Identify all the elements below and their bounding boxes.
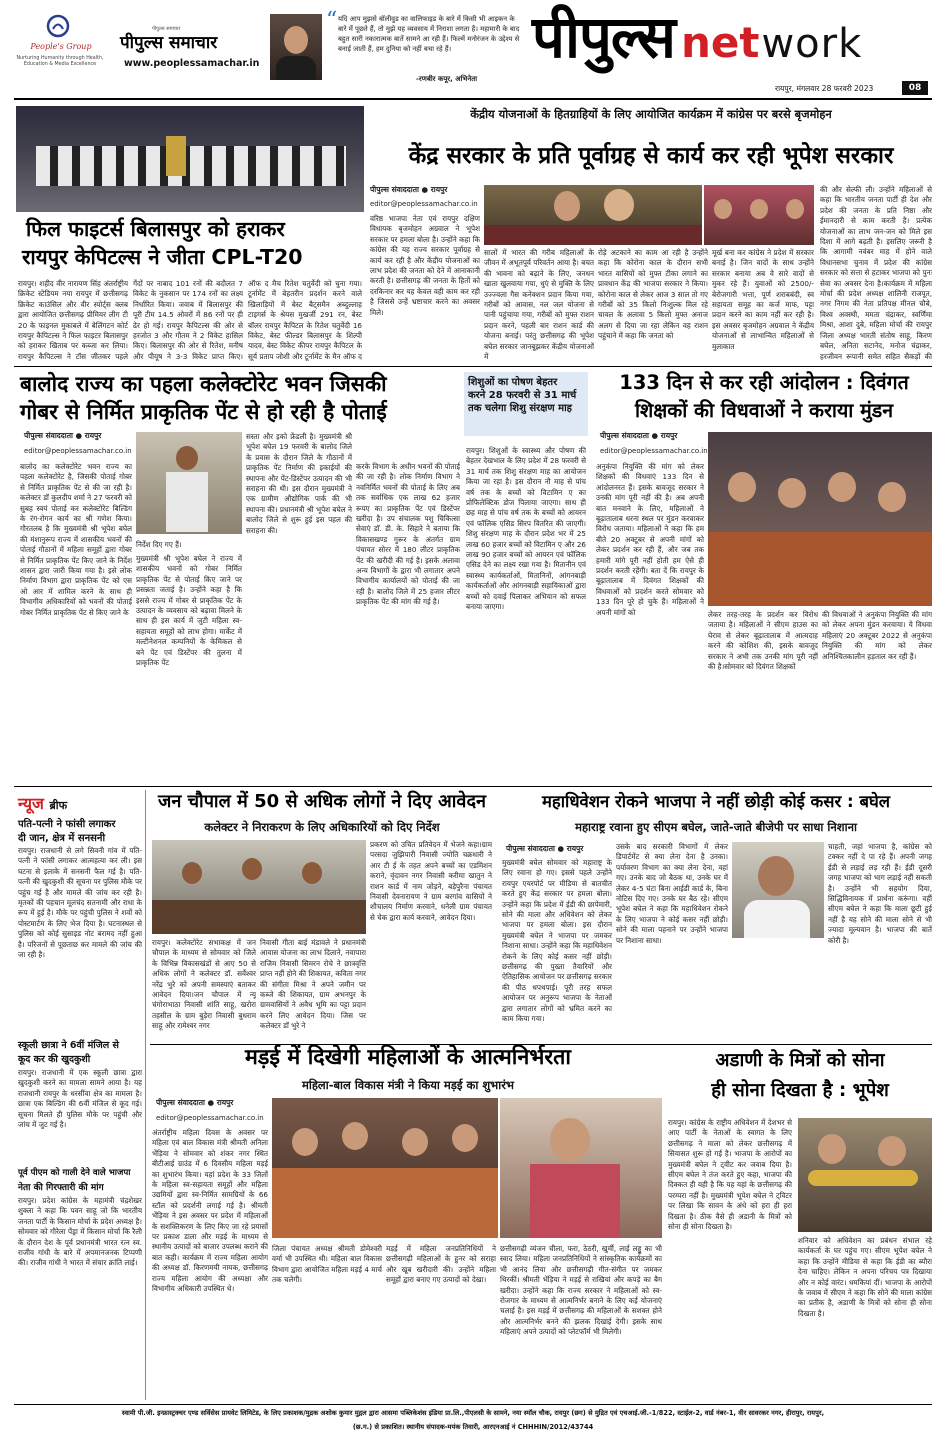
shishu-kicker-box: [464, 372, 588, 436]
chaupal-body-col2: निवासी गीता बाई मंडावले ने प्रधानमंत्री आवास योजना का लाभ दिलाने, नवापारा राजिम निवासी सिमरन रोचे ने छात्रवृत्ति प्राप्त नहीं होने की शिकायत, कविता नगर की संगीता मिश्रा ने अपने जमीन पर कब्जे की शिकायत, ग्राम अभनपुर के ग्रामवासियों ने अवैध भूमि का पट्टा प्रदान करने लिए आवेदन दिया। जिस पर कलेक्टर डॉ भुरे ने: [260, 938, 366, 1031]
balod-body-col3b: मुख्यमंत्री श्री भूपेश बघेल ने राज्य में शासकीय भवनों को गोबर निर्मित प्राकृतिक पेंट से पोताई किए जाने पर प्रसन्नता जताई है। उन्होंने कहा है कि इससे राज्य में गोबर से प्राकृतिक पेंट के उत्पादन के व्यवसाय को बढ़ावा मिलने के साथ ही इस कार्य में जुटी महिला स्व-सहायता समूहों को लाभ होगा। मार्केट में मल्टीनेशनल कम्पनियों के केमिकल से बने पेंट एवं डिस्टेंपर की तुलना में प्राकृतिक पेंट: [136, 554, 242, 668]
widows-body-col1: अनुकंपा नियुक्ति की मांग को लेकर शिक्षकों की विधवाएं 133 दिन से आंदोलनरत हैं। इसके बावजूद सरकार ने उनकी मांग पूरी नहीं की है। अब अपनी बात मनवाने के लिए, महिलाओं ने बूढ़ातालाब धरना स्थल पर मुंडन करवाकर विरोध जताया। महिलाओं ने कहा कि हम बीते 20 अक्टूबर से अपनी मांगों को लेकर प्रदर्शन कर रही हैं, और जब तक हमारी मांगे पूरी नहीं होती हम ऐसे ही प्रदर्शन करती रहेंगी। बता दें कि रायपुर के बूढ़ातालाब में दिवंगत शिक्षकों की विधवाओं को प्रदर्शन करते सोमवार को 133 दिन पूरे हो चुके हैं। महिलाओं ने अपनी मांगों को: [596, 462, 704, 617]
brief2-title-line2: कूद कर की खुदकुशी: [18, 1054, 91, 1065]
news-brief-column: [16, 790, 146, 1400]
widows-byline: पीपुल्स संवाददाता ● रायपुर: [600, 431, 678, 440]
shishu-body: रायपुर। शिशुओं के स्वास्थ्य और पोषण की बेहतर देखभाल के लिए प्रदेश में 28 फरवरी से 31 मार्च तक शिशु संरक्षण माह का आयोजन किया जा रहा है। इस दौरान नौ माह से पांच वर्ष तक के बच्चों को विटामिन ए का प्रोफिलेक्टिक डोज पिलाया जाएगा। साथ ही छह माह से पांच वर्ष तक के बच्चों को आयरन एवं फॉलिक एसिड सिरप वितरित की जाएगी। शिशु संरक्षण माह के दौरान प्रदेश भर में 25 लाख 60 हजार बच्चों को विटामिन ए और 26 लाख 90 हजार बच्चों को आयरन एवं फॉलिक एसिड देने का लक्ष्य रखा गया है। मितानीन एवं स्वास्थ्य कार्यकर्ताओं, मितानिनों, आंगनबाड़ी कार्यकर्ताओं और आंगनबाड़ी सहायिकाओं द्वारा बच्चों को दवाई पिलाकर अभियान को सफल बनाया जाएगा।: [466, 446, 586, 612]
cpl-team-photo: [16, 106, 364, 212]
balod-headline-line2: गोबर से निर्मित प्राकृतिक पेंट से हो रही है पोताई: [20, 400, 387, 424]
madai-women-photo: [500, 1098, 662, 1238]
dateline: रायपुर, मंगलवार 28 फरवरी 2023: [775, 84, 874, 93]
govt-body-col3: सालों में भारत की गरीब महिलाओं के जीवन में अभूतपूर्व परिवर्तन आया है। बचत की भावना को बढ़ाने के लिए, जनधन खाता खुलवाया गया, धुएं से मुक्ति के लिए उज्ज्वला गैस कनेक्शन प्रदान किया गया, गरीबों को आवास, नल जल योजना से पानी पहुंचाया गया, गरीबों को मुफ्त राशन प्रदान करने, पहली बार राशन कार्ड की योजना बनाई। परंतु छत्तीसगढ़ की भूपेश बघेल सरकार जानबूझकर केंद्रीय योजनाओं में: [484, 248, 594, 361]
foundation-name: People's Group: [30, 42, 92, 51]
govt-email: editor@peoplessamachar.co.in: [370, 200, 478, 208]
madai-caption1: जिला पंचायत अध्यक्ष श्रीमती डोमेश्वरी वर्मा भी उपस्थित थी। महिला बाल विकास विभाग द्वारा आयोजित महिला मड़ई 4 मार्च तक चलेगी।: [272, 1244, 382, 1285]
govt-body-col1: वरिष्ठ भाजपा नेता एवं रायपुर दक्षिण विधायक बृजमोहन अग्रवाल ने भूपेश सरकार पर हमला बोला है। उन्होंने कहा कि कांग्रेस की यह राज्य सरकार पूर्वाग्रह से कार्य कर रही है और केंद्रीय योजनाओं का लाभ प्रदेश की जनता को देने में आनाकानी करती है। छत्तीसगढ़ की जनता के हितों को दरकिनार कर यह केवल वही काम कर रही है जिससे उन्हें भ्रष्टाचार करने का अवसर मिले।: [370, 214, 480, 317]
govt-body-col5: मूर्ख बना कर कांग्रेस ने प्रदेश में सरकार बनाई है। जिन वादों के साथ उन्होंने सरकार बनाया अब वे सारे वादों से मुकर रहे हैं। युवाओं को 2500/- बेरोजगारी भत्ता, पूर्ण शराबबंदी, स्व सहायता समूह का कर्ज माफ, पट्टा प्रदान करने का काम नहीं कर रही है। इस अवसर बृजमोहन अग्रवाल ने केंद्रीय योजनाओं से लाभान्वित महिलाओं से मुलाकात: [712, 248, 814, 351]
brief1-title-line2: दी जान, क्षेत्र में सनसनी: [18, 833, 106, 844]
madai-subheadline: महिला-बाल विकास मंत्री ने किया मड़ई का शुभारंभ: [301, 1078, 515, 1092]
brief3-body: रायपुर। प्रदेश कांग्रेस के महामंत्री चंद्रशेखर शुक्ला ने कहा कि पवन साहू जो कि भारतीय जनता पार्टी के किसान मोर्चा के प्रदेश अध्यक्ष है। सोमवार को गौरेला पेंड्रा में किसान मोर्चा कि रैली के दौरान देश के पूर्व प्रधानमंत्री भारत रत्न स्व. राजीव गांधी के बारे में अपमानजनक टिप्पणी की। राजीव गांधी ने भारत में संचार क्रांति लाई।: [18, 1196, 142, 1268]
cpl-body-col2: गेंदों पर नाबाद 101 रनों की बदौलत 7 विकेट के नुकसान पर 174 रनों का लक्ष्य निर्धारित किया। जवाब में बिलासपुर की पूरी टीम 14.5 ओवरों में 86 रनों पर ही ढेर हो गई। रायपुर कैपिटल्स की ओर से हरजोत 3 और गौतम ने 2 विकेट हासिल किए। बिलासपुर की ओर से रितेश, मनीष और पीयूष ने 3-3 विकेट प्राप्त किए।: [133, 279, 243, 361]
chaupal-headline: जन चौपाल में 50 से अधिक लोगों ने दिए आवेदन: [158, 791, 486, 812]
widows-body-col3: की विधवाओं ने अनुकंपा नियुक्ति की मांग को लेकर अपना मुंडन करवाया। ये विधवा महिलाएं 20 अक्टूबर 2022 से अनुकंपा नियुक्ति की मांग को लेकर अनिश्चितकालीन हड़ताल कर रही हैं।: [822, 610, 932, 661]
balod-body-col3: सस्ता और इको फ्रेंडली है। मुख्यमंत्री श्री भूपेश बघेल 19 फरवरी के बालोद जिले के प्रवास के दौरान जिले के गौठानों में प्राकृतिक पेंट निर्माण की इकाईयों की स्थापना और पेंट-डिस्टेंपर उत्पादन की भी सराहना की थी। इस दौरान मुख्यमंत्री ने एक ग्रामीण औद्योगिक पार्क की भी स्थापना की। प्रधानमंत्री श्री भूपेश बघेल ने बालोद जिले से शुरू हुई इस पहल की सराहना की।: [246, 432, 352, 535]
footer-imprint-line1: स्वामी पी.जी. इन्फ्रास्ट्रक्चर एण्ड सर्विसेस प्रायवेट लिमिटेड, के लिए प्रकाशक/मुद्रक अशोक कुमार मुद्गल द्वारा आसमा पब्लिकेशंस इंडिया प्रा.लि.,पीएलसी के सामने, नया स्मॉल चौक, रायपुर (छग) से मुद्रित एवं एचआई.जी.-1/822, स्टाईल-2, वार्ड नंबर-1, वीर सावरकर नगर, हीरापुर, रायपुर,: [121, 1409, 825, 1417]
balod-body-col1: बालोद का कलेक्टोरेट भवन राज्य का पहला कलेक्टोरेट है, जिसकी पोताई गोबर से निर्मित प्राकृतिक पेंट से की जा रही है। कलेक्टर डॉ कुलदीप शर्मा ने 27 फरवरी को सुबह स्वयं पोताई कर कलेक्टोरेट बिल्डिंग के रंग-रोगन कार्य का श्री गणेश किया। गौरतलब है कि मुख्यमंत्री श्री भूपेश बघेल की मंशानुरूप राज्य में शासकीय भवनों की पोताई गौठानों में महिला समूहों द्वारा गोबर से निर्मित प्राकृतिक पेंट किए जाने के निर्देश शासन द्वारा जारी किया गया है। इसे लोक निर्माण विभाग द्वारा प्राकृतिक पेंट को एस ओ आर में शामिल करने के साथ ही विभागीय अधिकारियों को भवनों की पोताई गोबर निर्मित प्राकृतिक पेंट से किए जाने के: [20, 462, 132, 617]
brand-small: [120, 34, 217, 54]
quote-text: यदि आप मुझसे बॉलीवुड का वालिफाइड के बारे में किसी भी आइकन के बारे में पूछते हैं, तो मुझे यह व्यवसाय में निराशा लगता है। महामारी के बाद बहुत सारी नकारात्मक बातें सामने आ रही हैं। फिल्में मनोरंजन के उद्देश्य से बनाई जाती हैं, हम दुनिया को नहीं बचा रहे हैं।: [338, 15, 520, 53]
widows-body-col2: लेकर तरह-तरह के प्रदर्शन कर विरोध जताया है। महिलाओं ने सीएम हाउस का घेराव से लेकर बूढ़ातालाब में आत्मदाह करने की कोशिश की, इसके बावजूद सरकार ने अभी तक उनकी मांग पूरी नहीं की है।सोमवार को दिवंगत शिक्षकों: [708, 610, 818, 672]
quote-box: [326, 8, 520, 84]
foundation-tagline: Nurturing Humanity through Health, Education & Media Excellence: [16, 56, 104, 67]
section-rule-1: [14, 366, 932, 367]
madai-body-col1: अंतर्राष्ट्रीय महिला दिवस के अवसर पर महिला एवं बाल विकास मंत्री श्रीमती अनिला भेंड़िया ने सोमवार को शंकर नगर स्थित बीटीआई ग्राउंड में 6 दिवसीय महिला मड़ई का शुभारंभ किया। यहां प्रदेश के 33 जिलों के महिला स्व-सहायता समूहों और महिला उद्यमियों द्वारा स्व-निर्मित सामग्रियों के 66 स्टॉल को प्रदर्शनी लगाई गई है। श्रीमती भेंड़िया ने इस अवसर पर प्रदेश में महिलाओं के सशक्तिकरण के लिए किए जा रहे प्रयासों पर प्रकाश डाला और मड़ई के माध्यम से स्थानीय उत्पादों को बाजार उपलब्ध कराने की बात कही। कार्यक्रम में राज्य महिला आयोग की अध्यक्ष डॉ. किरणमयी नायक, छत्तीसगढ़ राज्य महिला आयोग की अध्यक्षा और विभागीय अधिकारी उपस्थित थे।: [152, 1128, 268, 1294]
balod-headline-line1: बालोद राज्य का पहला कलेक्टोरेट भवन जिसकी: [20, 372, 387, 396]
baghel-portrait-photo: [732, 842, 824, 938]
footer-rule: [14, 1404, 932, 1405]
mahadhiveshan-body-col1: मुख्यमंत्री बघेल सोमवार को महाराष्ट्र के लिए रवाना हो गए। इससे पहले उन्होंने रायपुर एयरपोर्ट पर मीडिया से बातचीत करते हुए केंद्र सरकार पर हमला बोला। उन्होंने कहा कि प्रदेश में ईडी की छापेमारी, सोने की माला और अधिवेशन को लेकर भाजपा पर हमला बोला। इस दौरान मुख्यमंत्री बघेल ने भाजपा पर जमकर निशाना साधा। उन्होंने कहा कि महाधिवेशन रोकने के लिए कोई कसर नहीं छोड़ी। छत्तीसगढ़ की पुख्ता तैयारियों और ऐतिहासिक आयोजन पर छत्तीसगढ़ सरकार की पीठ थपथपाई। पूरी तरह सफल आयोजन पर अनुरूप भाजपा के नेताओं द्वारा लगातार लोगों को भ्रमित करने का काम किया गया।: [502, 858, 612, 1024]
chaupal-subheadline: कलेक्टर ने निराकरण के लिए अधिकारियों को दिए निर्देश: [204, 820, 440, 834]
shishu-kicker-line3: तक चलेगा शिशु संरक्षण माह: [468, 403, 572, 414]
news-brief-label-news: न्यूज: [18, 794, 44, 813]
widows-headline-line2: शिक्षकों की विधवाओं ने कराया मुंडन: [634, 399, 894, 422]
chaupal-photo: [152, 840, 366, 934]
mahadhiveshan-body-col2: उसके बाद सरकारी विभागों में लेकर डिपार्टमेंट से क्या लेना देना है उनका। पर्यावरण विभाग का क्या लेना देना, वहां गए। उनके बाद जो बैठक था, उनके घर में लेकर 4-5 घंटा बिना आईडी कार्ड के, बिना नोटिस दिए गए। उनके घर बैठ रहे। सीएम भूपेश बघेल ने कहा कि महाधिवेशन रोकने के लिए भाजपा ने कोई कसर नहीं छोड़ी। सोने की माला पहनाने पर उन्होंने भाजपा पर निशाना साधा।: [616, 842, 728, 945]
peoples-group-logo: [14, 12, 104, 92]
widows-email: editor@peoplessamachar.co.in: [600, 447, 708, 455]
cpl-body-col1: रायपुर। शहीद वीर नारायण सिंह अंतर्राष्ट्रीय क्रिकेट स्टेडियम नया रायपुर में छत्तीसगढ़ क्रिकेट काउंसिल और वीर स्पोर्ट्स क्लब द्वारा आयोजित छत्तीसगढ़ प्रीमियर लीग टी 20 के फाइनल मुकाबले में बेलिंगटन कोर्ट रायपुर कैपिटल्स ने फिल फाइटर बिलासपुर को हराकर खिताब पर कब्जा कर लिया।रायपुर कैपिटल्स ने टॉस जीतकर पहले: [18, 279, 128, 361]
brand-small-top: पीपुल्स समाचार: [152, 26, 181, 32]
widows-protest-photo: [708, 432, 932, 606]
paper-title-work: work: [761, 21, 863, 67]
quote-author: -रणबीर कपूर, अभिनेता: [416, 75, 478, 83]
paper-title: [532, 4, 862, 84]
adani-headline-line2: ही सोना दिखता है : भूपेश: [711, 1080, 889, 1101]
adani-body-col1: रायपुर। कांग्रेस के राष्ट्रीय अधिवेशन में देशभर से आए पार्टी के नेताओं के स्वागत के लिए छत्तीसगढ़ ने माला को लेकर छत्तीसगढ़ में सियासत शुरू हो गई है। भाजपा के आरोपों का मुख्यमंत्री बघेल ने ट्वीट कर जवाब दिया है। सीएम बघेल ने तंज करते हुए कहा, भाजपा की दिक्कत ही यही है कि यह यहां के छत्तीसगढ़ की परम्परा नहीं है। मुख्यमंत्री भूपेश बघेल ने ट्विटर पर लिखा कि सावन के अंधे को हरा ही हरा दिखता है। ठीक वैसे ही अडानी के मित्रों को सोना ही सोना दिखता है।: [668, 1118, 792, 1232]
page-number: 08: [902, 81, 928, 95]
brief3-title-line2: नेता की गिरफ्तारी की मांग: [18, 1183, 104, 1193]
adani-garland-photo: [798, 1118, 932, 1232]
madai-byline: पीपुल्स संवाददाता ● रायपुर: [156, 1098, 234, 1107]
brief1-body: रायपुर। राजधानी से लगे सिवनी गांव में पति-पत्नी ने फांसी लगाकर आत्महत्या कर ली। इस घटना से इलाके में सनसनी फैल गई है। पति-पत्नी की खुदकुशी की सूचना पर पुलिस मौके पर पहुंच गई है और मामले की जांच कर रही है। मृतकों की पहचान मूलचंद सतनामी और राधा के रूप में हुई है। मौके पर पहुंची पुलिस ने शवों को पोस्टमार्टम के लिए भेज दिया है। घटनास्थल से पुलिस को कोई सुसाइड नोट बरामद नहीं हुआ है। परिजनों से पूछताछ कर मामले की जांच की जा रही है।: [18, 846, 142, 960]
masthead-rule: [14, 98, 932, 100]
adani-headline-line1: अडाणी के मित्रों को सोना: [715, 1050, 885, 1071]
mahadhiveshan-body-col3: चाहती, जहां भाजपा है, कांग्रेस को टक्कर नहीं दे पा रहे हैं। अपनी जगह ईडी से लड़ाई लड़ रही हैं। ईडी दूसरी जगह भाजपा को भाग लड़ाई नहीं सकती है। उन्होंने भी सहयोग दिया, सिद्धिविनायक में प्रार्थना करूंगा। वहीं सीएम बघेल ने कहा कि माला छूटी हुई नहीं है यह सोने की माला सोने से भी ज्यादा मूल्यवान है। भाजपा की बातें कोरी है।: [828, 842, 932, 945]
brief2-body: रायपुर। राजधानी में एक स्कूली छात्रा द्वारा खुदकुशी करने का मामला सामने आया है। यह राजधानी रायपुर के धरसींवा क्षेत्र का मामला है। छात्रा एक बिल्डिंग की 6वीं मंजिल से कूद गई। सूचना मिलते ही पुलिस मौके पर पहुंची और जांच में जुट गई है।: [18, 1068, 142, 1130]
brief1-title-line1: पति-पत्नी ने फांसी लगाकर: [18, 819, 116, 830]
brief3-title-line1: पूर्व पीएम को गाली देने वाले भाजपा: [18, 1168, 131, 1178]
govt-headline: केंद्र सरकार के प्रति पूर्वाग्रह से कार्य कर रही भूपेश सरकार: [408, 143, 894, 169]
madai-caption2: मड़ई में महिला जनप्रतिनिधियों ने छत्तीसगढ़ी महिलाओं के हुनर को सराहा और खूब खरीदारी की। उन्होंने महिला समूहों द्वारा बनाए गए उत्पादों को देखा।: [386, 1244, 496, 1285]
widows-headline-line1: 133 दिन से कर रही आंदोलन : दिवंगत: [619, 371, 909, 394]
balod-body-col4: करके विभाग के अधीन भवनों की पोताई की जा रही है। लोक निर्माण विभाग ने नवनिर्मित भवनों की पोताई के लिए अब तक सर्वाधिक एक लाख 62 हजार रूपए का प्राकृतिक पेंट एवं डिस्टेंपर खरीदा है। उप संचालक पशु चिकित्सा सेवाएं डॉ. डी. के. सिहारे ने बताया कि विकासखण्ड गुरूर के अंतर्गत ग्राम पंचायत सोरर में 180 लीटर प्राकृतिक पेंट की खरीदी की गई है। इसके अलावा अन्य विभागों के द्वारा भी लगातार अपने विभागीय कार्यालयों को पोताई की जा रही है। बालोद जिले में 25 हजार लीटर प्राकृतिक पेंट की मांग की गई है।: [356, 462, 460, 607]
brand-small-text: पीपुल्स समाचार: [120, 33, 218, 53]
shishu-kicker-line1: शिशुओं का पोषण बेहतर: [468, 377, 558, 388]
cpl-headline-line1: फिल फाइटर्स बिलासपुर को हराकर: [26, 217, 285, 241]
govt-stage-photo: [484, 185, 702, 245]
balod-email: editor@peoplessamachar.co.in: [24, 447, 132, 455]
news-brief-label: [18, 792, 67, 814]
balod-painting-photo: [136, 432, 242, 534]
mahadhiveshan-subheadline: महाराष्ट्र रवाना हुए सीएम बघेल, जाते-जाते बीजेपी पर साधा निशाना: [575, 820, 857, 834]
madai-headline: मड़ई में दिखेगी महिलाओं के आत्मनिर्भरता: [244, 1045, 572, 1070]
cpl-headline-line2: रायपुर केपिटल्स ने जीता CPL-T20: [22, 245, 303, 269]
masthead: [0, 0, 945, 100]
govt-women-photo: [704, 185, 814, 245]
paper-title-net: net: [680, 18, 760, 67]
website: www.peoplessamachar.in: [124, 58, 260, 69]
govt-kicker: केंद्रीय योजनाओं के हितग्राहियों के लिए आयोजित कार्यक्रम में कांग्रेस पर बरसे बृजमोहन: [470, 107, 832, 121]
quote-open-icon: “: [326, 8, 338, 33]
mahadhiveshan-headline: महाधिवेशन रोकने भाजपा ने नहीं छोड़ी कोई कसर : बघेल: [541, 792, 891, 811]
quote-portrait-photo: [270, 14, 322, 80]
govt-byline: पीपुल्स संवाददाता ● रायपुर: [370, 185, 448, 194]
balod-body-col2: निर्देश दिए गए हैं।: [136, 540, 182, 549]
govt-body-col6: की और सेल्फी ली। उन्होंने महिलाओं से कहा कि भारतीय जनता पार्टी ही देश और प्रदेश की जनता के प्रति निष्ठा और ईमानदारी से काम करती है। प्रत्येक योजनाओं का लाभ जन-जन को मिले इस दिशा में आगे बढ़ती है। इसलिए जरूरी है कि आगामी नवंबर माह में होने वाले विधानसभा चुनाव में प्रदेश की कांग्रेस सरकार को सत्ता से हटाकर भाजपा को पुनः सेवा का अवसर देना है।कार्यक्रम में महिला मोर्चा की प्रदेश अध्यक्ष शालिनी राजपूत, नगर निगम की नेता प्रतिपक्ष मीनल चौबे, विश्व अवस्थी, ममता चंद्राकर, स्वर्णिमा मिश्रा, आशा दुबे, महिला मोर्चा की रायपुर जिला अध्यक्ष भारती संतोष साहू, किरण बघेल, अनिता सटानेद, मनोज चंद्राकर, हरजीवन रूपानी समेत सहित सैकड़ों की: [820, 185, 932, 361]
shishu-kicker-line2: करने 28 फरवरी से 31 मार्च: [468, 390, 577, 401]
adani-body-col2: शनिवार को अधिवेशन का प्रबंधन संभाल रहे कार्यकर्ता के घर पहुंच गए। सीएम भूपेश बघेल ने कहा कि उन्होंने मीडिया से कहा कि ईडी का ब्यौरा देना चाहिए। लेकिन न अपना परिचय पत्र दिखाया और न कोई वारंट। धमकियां दीं। भाजपा के आरोपों के जवाब में सीएम ने कहा कि सोने की माला कांग्रेस का प्रतीक है, अडाणी के मित्रों को सोना ही सोना दिखता है।: [798, 1236, 932, 1318]
section-rule-2: [14, 786, 932, 787]
cpl-body-col3: ऑफ द मैच रितेश चतुर्वेदी को चुना गया। टूर्नामेंट में बेहतरीन प्रदर्शन करने वाले खिलाड़ियों में बेस्ट बैट्समैन अब्दुल्लाह टाइगर्स के श्रेयस मुखर्जी 291 रन, बेस्ट बॉलर रायपुर कैपिटल के रितेश चतुर्वेदी 16 विकेट, बेस्ट फील्डर बिलासपुर के शिल्पी यादव, बेस्ट विकेट कीपर रायपुर कैपिटल के सूर्य प्रताप जोशी और टूर्नामेंट के मैन ऑफ द: [248, 279, 362, 361]
mahadhiveshan-byline: पीपुल्स संवाददाता ● रायपुर: [506, 844, 584, 853]
chaupal-body-col3: प्रकरण को उचित प्रतिवेदन में भेजने कहा।ग्राम परसदा जुझिपारी निवासी ज्योति चक्रधारी ने आर टी ई के तहत अपने बच्चों का एडमिशन कराने, वृंदावन नगर निवासी करीमा खातुन ने राशन कार्ड में नाम जोड़ने, बड़ेपुरैना पंचायत निवासी देवनारायण ने ग्राम बरगांव वासियों ने शौचालय निर्माण करवाने, धनेली ग्राम पंचायत से चेक द्वारा कार्य करवाने, आवेदन दिया।: [370, 840, 492, 922]
paper-title-hindi: पीपुल्स: [532, 3, 675, 71]
madai-email: editor@peoplessamachar.co.in: [156, 1114, 264, 1122]
madai-ceremony-photo: [272, 1098, 498, 1238]
chaupal-body-col1: रायपुर। कलेक्टोरेट सभाकक्ष में जन चौपाल के माध्यम से सोमवार को जिले के विभिन्न विकासखंडों से आए 50 से अधिक लोगों ने कलेक्टर डॉ. सर्वेश्वर नरेंद्र भुरे को अपनी समस्याएं बताकर आवेदन दिया।जन चौपाल में न्यू चंगोराभाठा निवासी शांति साहू, खरोरा तहसील के ग्राम बुड़ेरा निवासी बुधराम साहू और रामेश्वर नगर: [152, 938, 256, 1031]
brief2-title-line1: स्कूली छात्रा ने 6वीं मंजिल से: [18, 1040, 119, 1051]
peoples-group-emblem-icon: [46, 14, 70, 38]
news-brief-label-brief: ब्रीफ: [49, 799, 68, 812]
govt-body-col4: रोड़े अटकाने का काम आ रही है उन्होंने कहा कि कोरोना काल के दौरान सभी भारत वासियों को मुफ्त टीका लगाने का प्रावधान केंद्र की भाजपा सरकार ने किया। कोरोना काल से लेकर आज 3 साल तो गए गरीबों को 35 किलो निःशुल्क मिल रहे चावल के अलावा 5 किलो मुफ्त अनाज अलग से दिया जा रहा लेकिन वह राशन पहुंचाने में कहा कि जनता को: [598, 248, 708, 341]
footer-imprint-line2: (छ.ग.) से प्रकाशित। स्थानीय संपादक-मयंक तिवारी, आरएनआई नं CHHHIN/2012/43744: [352, 1423, 594, 1431]
madai-body-col2: छत्तीसगढ़ी व्यंजन चीला, फरा, ठेठरी, खुर्मी, लाई लड्डू का भी स्वाद लिया। महिला जनप्रतिनिधियों ने सांस्कृतिक कार्यक्रमों का भी आनंद लिया और छत्तीसगढ़ी गीत-संगीत पर जमकर थिरकीं। श्रीमती भेंड़िया ने मड़ई से राखियां और कपड़े का बैग खरीदा। उन्होंने कहा कि राज्य सरकार ने महिलाओं को स्व-रोजगार के माध्यम से आत्मनिर्भर बनाने के लिए कई योजनाएं चलाई है। इस मड़ई में छत्तीसगढ़ की महिलाओं के सशक्त होने और आत्मनिर्भर बनने की झलक दिखाई देगी। इसके साथ महिलाएं अपने उत्पादों को प्लेटफॉर्म भी मिलेगी।: [500, 1244, 662, 1337]
balod-byline: पीपुल्स संवाददाता ● रायपुर: [24, 431, 102, 440]
